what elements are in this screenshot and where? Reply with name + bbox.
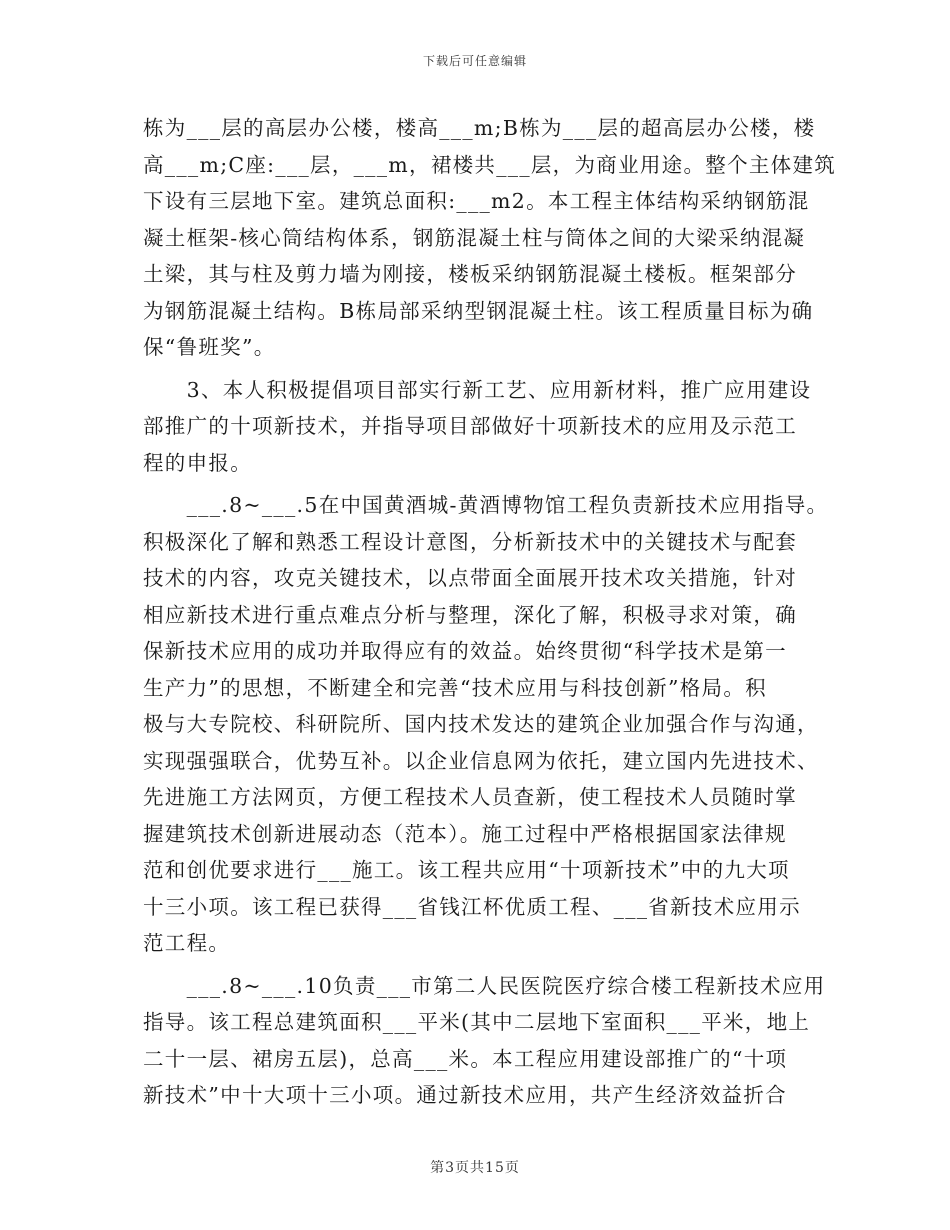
text-line: 新技术”中十大项十三小项。通过新技术应用，共产生经济效益折合 [143,1083,787,1107]
text-line: 先进施工方法网页，方便工程技术人员查新，使工程技术人员随时掌 [143,785,797,809]
text-line: ___.8~___.5在中国黄酒城-黄酒博物馆工程负责新技术应用指导。 [143,493,829,517]
text-line: 栋为___层的高层办公楼，楼高___m;B栋为___层的超高层办公楼，楼 [143,116,816,140]
paragraph [143,487,829,962]
text-line: 极与大专院校、科研院所、国内技术发达的建筑企业加强合作与沟通， [143,712,819,736]
text-line: 生产力”的思想，不断建全和完善“技术应用与科技创新”格局。积 [143,675,767,700]
text-line: 积极深化了解和熟悉工程设计意图，分析新技术中的关键技术与配套 [143,529,797,554]
text-line: 高___m;C座:___层，___m，裙楼共___层，为商业用途。整个主体建筑 [143,152,837,177]
text-line: 程的申报。 [143,450,252,475]
page-footer: 第3页共15页 [430,1160,520,1176]
text-line: 下设有三层地下室。建筑总面积:___m2。本工程主体结构采纳钢筋混 [143,189,810,213]
text-line: 实现强强联合，优势互补。以企业信息网为依托，建立国内先进技术、 [143,748,819,773]
text-line: 技术的内容，攻克关键技术，以点带面全面展开技术攻关措施，针对 [143,566,797,590]
text-line: 土梁，其与柱及剪力墙为刚接，楼板采纳钢筋混凝土楼板。框架部分 [143,262,797,286]
text-line: 部推广的十项新技术，并指导项目部做好十项新技术的应用及示范工 [143,414,797,438]
text-line: 相应新技术进行重点难点分析与整理，深化了解，积极寻求对策，确 [143,602,797,627]
text-line: 范和创优要求进行___施工。该工程共应用“十项新技术”中的九大项 [143,858,790,882]
text-line: ___.8~___.10负责___市第二人民医院医疗综合楼工程新技术应用 [143,973,826,998]
text-line: 十三小项。该工程已获得___省钱江杯优质工程、___省新技术应用示 [143,894,801,919]
paragraph [143,110,837,366]
text-line: 为钢筋混凝土结构。B栋局部采纳型钢混凝土柱。该工程质量目标为确 [143,298,814,323]
paragraph [143,968,826,1114]
text-line: 3、本人积极提倡项目部实行新工艺、应用新材料，推广应用建设 [143,377,812,402]
page-header: 下载后可任意编辑 [422,54,527,68]
text-line: 保新技术应用的成功并取得应有的效益。始终贯彻“科学技术是第一 [143,639,787,663]
text-line: 握建筑技术创新进展动态（范本）。施工过程中严格根据国家法律规 [143,821,787,846]
text-line: 保“鲁班奖”。 [143,335,276,359]
paragraph [143,372,813,482]
body-text [143,110,837,1114]
text-line: 凝土框架-核心筒结构体系，钢筋混凝土柱与筒体之间的大梁采纳混凝 [143,225,806,250]
text-line: 范工程。 [143,931,231,955]
text-line: 指导。该工程总建筑面积___平米(其中二层地下室面积___平米，地上 [143,1010,811,1034]
text-line: 二十一层、裙房五层)，总高___米。本工程应用建设部推广的“十项 [143,1046,788,1071]
